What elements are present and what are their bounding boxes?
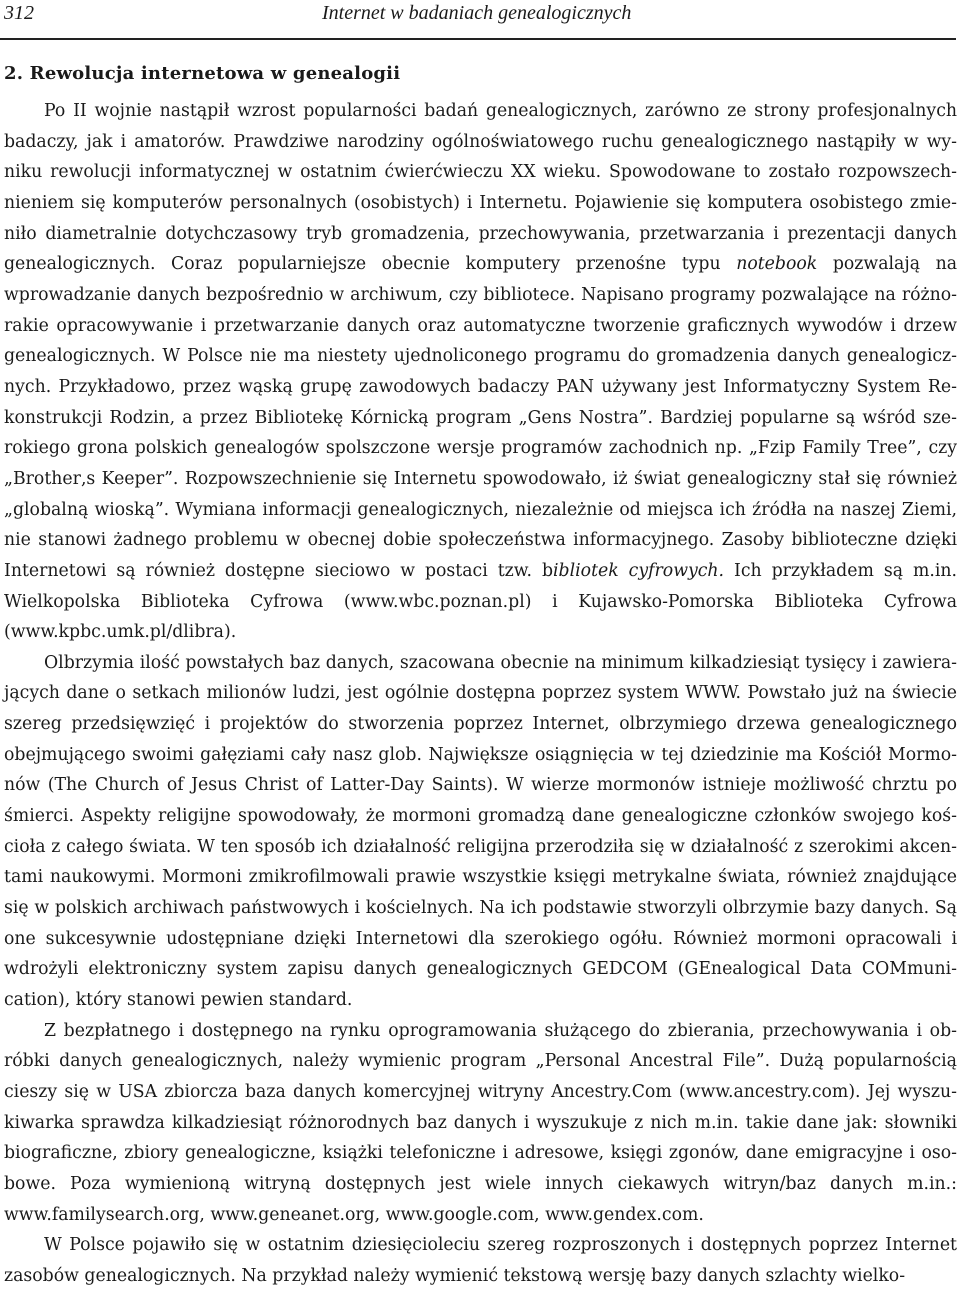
paragraph: Olbrzymia ilość powstałych baz danych, szacowana obecnie na minimum kilkadziesiąt tysięcy i zawierających dane o setkach milionów ludzi, jest ogólnie dostępna poprzez system WWW. Powstało już na świecie szereg przedsięwzięć i projektów do stworzenia poprzez Internet, olbrzymiego drzewa genealogicznego obejmującego swoimi gałęziami cały nasz glob. Największe osiągnięcia w tej dziedzinie ma Kościół Mormonów (The Church of Jesus Christ of Latter-Day Saints). W wierze mormonów istnieje możliwość chrztu po śmierci. Aspekty religijne spowodowały, że mormoni gromadzą dane genealogiczne członków swojego kościoła z całego świata. W ten sposób ich działalność religijna przerodziła się w działalność z szerokimi akcentami naukowymi. Mormoni zmikrofilmowali prawie wszystkie księgi metrykalne świata, również znajdujące się w polskich archiwach państwowych i kościelnych. Na ich podstawie stworzyli olbrzymie bazy danych. Są one sukcesywnie udostępniane dzięki Internetowi dla szerokiego ogółu. Również mormoni opracowali i wdrożyli elektroniczny system zapisu danych genealogicznych GEDCOM (GEnealogical Data COMmunication), który stanowi pewien standard. xyxy=(4,652,957,1011)
paragraph: Z bezpłatnego i dostępnego na rynku oprogramowania służącego do zbierania, przechowywania i obróbki danych genealogicznych, należy wymienic program „Personal Ancestral File”. Dużą popularnością cieszy się w USA zbiorcza baza danych komercyjnej witryny Ancestry.Com (www.ancestry.com). Jej wyszukiwarka sprawdza kilkadziesiąt różnorodnych baz danych i wyszukuje z nich m.in. takie dane jak: słowniki biograficzne, zbiory genealogiczne, książki telefoniczne i adresowe, księgi zgonów, dane emigracyjne i osobowe. Poza wymienioną witryną dostępnych jest wiele innych ciekawych witryn/baz danych m.in.: www.familysearch.org, www.geneanet.org, www.google.com, www.gendex.com. xyxy=(4,1020,957,1225)
paragraph: W Polsce pojawiło się w ostatnim dziesięcioleciu szereg rozproszonych i dostępnych poprzez Internet zasobów genealogicznych. Na przykład należy wymienić tekstową wersję bazy danych szlachty wielko- xyxy=(4,1235,957,1286)
paragraph: Po II wojnie nastąpił wzrost popularności badań genealogicznych, zarówno ze strony profesjonalnych badaczy, jak i amatorów. Prawdziwe narodziny ogólnoświatowego ruchu genealogicznego nastąpiły w wyniku rewolucji informatycznej w ostatnim ćwierćwieczu XX wieku. Spowodowane to zostało rozpowszechnieniem się komputerów personalnych (osobistych) i Internetu. Pojawienie się komputera osobistego zmieniło diametralnie dotychczasowy tryb gromadzenia, przechowywania, przetwarzania i prezentacji danych genealogicznych. Coraz popularniejsze obecnie komputery przenośne typu notebook pozwalają na wprowadzanie danych bezpośrednio w archiwum, czy bibliotece. Napisano programy pozwalające na różnorakie opracowywanie i przetwarzanie danych oraz automatyczne tworzenie graficznych wywodów i drzew genealogicznych. W Polsce nie ma niestety ujednoliconego programu do gromadzenia danych genealogicznych. Przykładowo, przez wąską grupę zawodowych badaczy PAN używany jest Informatyczny System Rekonstrukcji Rodzin, a przez Bibliotekę Kórnicką program „Gens Nostra”. Bardziej popularne są wśród szerokiego grona polskich genealogów spolszczone wersje programów zachodnich np. „Fzip Family Tree”, czy „Brother‚s Keeper”. Rozpowszechnienie się Internetu spowodowało, iż świat genealogiczny stał się również „globalną wioską”. Wymiana informacji genealogicznych, niezależnie od miejsca ich źródła na naszej Ziemi, nie stanowi żadnego problemu w obecnej dobie społeczeństwa informacyjnego. Zasoby biblioteczne dzięki Internetowi są również dostępne sieciowo w postaci tzw. bibliotek cyfrowych. Ich przykładem są m.in. Wielkopolska Biblioteka Cyfrowa (www.wbc.poznan.pl) i Kujawsko-Pomorska Biblioteka Cyfrowa (www.kpbc.umk.pl/dlibra). xyxy=(4,101,958,643)
page-number: 312 xyxy=(4,2,34,24)
term-digital-libraries: ibliotek cyfrowych. xyxy=(553,560,725,581)
term-notebook: notebook xyxy=(736,254,818,275)
header-rule xyxy=(0,38,956,40)
section-heading: 2. Rewolucja internetowa w genealogii xyxy=(4,63,401,84)
running-head xyxy=(4,2,956,28)
running-title: Internet w badaniach genealogicznych xyxy=(322,2,632,24)
body-text xyxy=(4,96,957,1292)
